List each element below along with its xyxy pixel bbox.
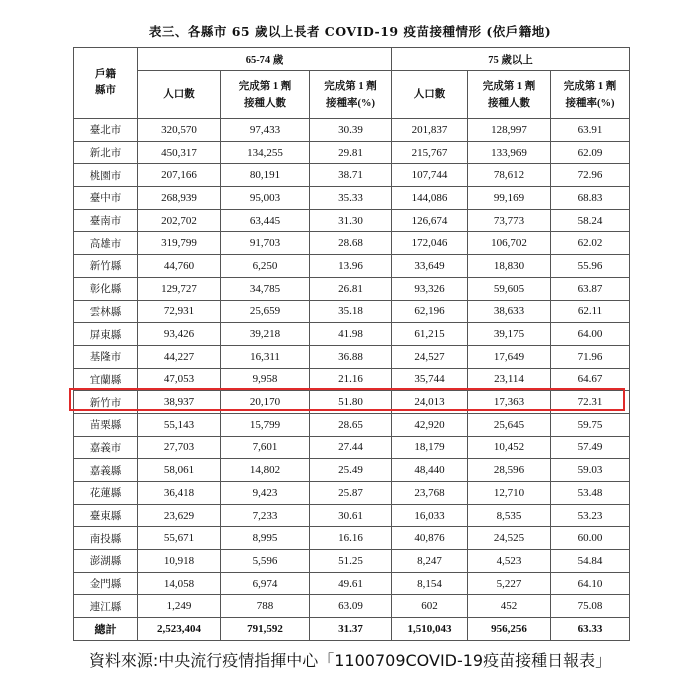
total-label: 總計 [74,618,138,641]
first-dose-count-75-plus-cell: 128,997 [468,119,551,142]
population-65-74-cell: 93,426 [138,323,221,346]
first-dose-rate-65-74-cell: 36.88 [310,345,392,368]
first-dose-count-65-74-cell: 7,233 [221,504,310,527]
population-65-74-cell: 55,671 [138,527,221,550]
county-cell: 彰化縣 [74,277,138,300]
first-dose-rate-65-74-cell: 25.49 [310,459,392,482]
population-65-74-cell: 450,317 [138,141,221,164]
first-dose-rate-75-plus-cell: 63.91 [551,119,630,142]
county-cell: 臺東縣 [74,504,138,527]
first-dose-rate-75-plus-cell: 55.96 [551,255,630,278]
county-cell: 花蓮縣 [74,482,138,505]
population-header: 人口數 [138,71,221,119]
population-75-plus-cell: 35,744 [392,368,468,391]
population-65-74-cell: 129,727 [138,277,221,300]
first-dose-rate-75-plus-cell: 64.00 [551,323,630,346]
population-65-74-cell: 319,799 [138,232,221,255]
population-65-74-cell: 38,937 [138,391,221,414]
first-dose-rate-65-74-cell: 28.68 [310,232,392,255]
first-dose-count-65-74-cell: 6,974 [221,572,310,595]
first-dose-rate-65-74-cell: 35.33 [310,187,392,210]
population-75-plus-cell: 24,527 [392,345,468,368]
first-dose-count-75-plus-cell: 38,633 [468,300,551,323]
table-row [74,209,630,232]
first-dose-rate-65-74-cell: 30.61 [310,504,392,527]
county-cell: 雲林縣 [74,300,138,323]
first-dose-rate-65-74-cell: 28.65 [310,413,392,436]
county-cell: 嘉義市 [74,436,138,459]
first-dose-count-65-74-cell: 34,785 [221,277,310,300]
first-dose-count-75-plus-cell: 59,605 [468,277,551,300]
first-dose-count-75-plus-cell: 12,710 [468,482,551,505]
county-cell: 屏東縣 [74,323,138,346]
first-dose-rate-65-74-cell: 51.25 [310,550,392,573]
first-dose-count-65-74-cell: 15,799 [221,413,310,436]
first-dose-count-65-74-cell: 134,255 [221,141,310,164]
population-75-plus-cell: 42,920 [392,413,468,436]
first-dose-rate-65-74-cell: 29.81 [310,141,392,164]
first-dose-count-65-74-cell: 97,433 [221,119,310,142]
population-75-plus-cell: 61,215 [392,323,468,346]
first-dose-count-75-plus-cell: 39,175 [468,323,551,346]
first-dose-count-65-74-cell: 6,250 [221,255,310,278]
first-dose-count-75-plus-cell: 28,596 [468,459,551,482]
population-65-74-cell: 44,760 [138,255,221,278]
county-header [74,48,138,119]
population-65-74-cell: 44,227 [138,345,221,368]
table-row [74,277,630,300]
county-cell: 新竹縣 [74,255,138,278]
table-row [74,141,630,164]
first-dose-count-65-74-cell: 788 [221,595,310,618]
first-dose-rate-75-plus-cell: 57.49 [551,436,630,459]
total-first-dose-rate-65-74-cell: 31.37 [310,618,392,641]
table-row [74,413,630,436]
first-dose-count-65-74-cell: 95,003 [221,187,310,210]
first-dose-count-65-74-cell: 14,802 [221,459,310,482]
first-dose-count-65-74-cell: 80,191 [221,164,310,187]
total-row [74,618,630,641]
first-dose-count-75-plus-cell: 133,969 [468,141,551,164]
county-cell: 苗栗縣 [74,413,138,436]
population-75-plus-cell: 8,247 [392,550,468,573]
table-row [74,482,630,505]
first-dose-count-75-plus-cell: 25,645 [468,413,551,436]
first-dose-rate-75-plus-cell: 75.08 [551,595,630,618]
table-title: 表三、各縣市 65 歲以上長者 COVID-19 疫苗接種情形 (依戶籍地) [148,24,552,39]
population-75-plus-cell: 16,033 [392,504,468,527]
county-header-label: 戶籍 縣市 [95,69,116,96]
first-dose-count-75-plus-cell: 17,649 [468,345,551,368]
first-dose-rate-75-plus-cell: 53.23 [551,504,630,527]
first-dose-rate-75-plus-cell: 63.87 [551,277,630,300]
county-cell: 澎湖縣 [74,550,138,573]
age-group-75-plus-header: 75 歲以上 [392,48,630,71]
first-dose-rate-75-plus-cell: 54.84 [551,550,630,573]
table-row [74,595,630,618]
first-dose-rate-75-plus-cell: 72.31 [551,391,630,414]
population-65-74-cell: 10,918 [138,550,221,573]
first-dose-count-65-74-cell: 63,445 [221,209,310,232]
population-75-plus-cell: 62,196 [392,300,468,323]
table-row [74,164,630,187]
first-dose-rate-75-plus-cell: 72.96 [551,164,630,187]
table-row [74,459,630,482]
population-75-plus-cell: 201,837 [392,119,468,142]
first-dose-rate-75-plus-cell: 58.24 [551,209,630,232]
table-row [74,436,630,459]
first-dose-rate-65-74-cell: 35.18 [310,300,392,323]
first-dose-rate-75-plus-cell: 59.03 [551,459,630,482]
county-cell: 新北市 [74,141,138,164]
first-dose-rate-75-plus-cell: 71.96 [551,345,630,368]
population-75-plus-cell: 8,154 [392,572,468,595]
population-65-74-cell: 268,939 [138,187,221,210]
county-cell: 臺北市 [74,119,138,142]
table-row [74,345,630,368]
first-dose-rate-65-74-cell: 16.16 [310,527,392,550]
first-dose-count-75-plus-cell: 5,227 [468,572,551,595]
population-75-plus-cell: 107,744 [392,164,468,187]
first-dose-count-65-74-cell: 39,218 [221,323,310,346]
first-dose-count-75-plus-cell: 106,702 [468,232,551,255]
population-65-74-cell: 207,166 [138,164,221,187]
first-dose-rate-75-plus-cell: 64.67 [551,368,630,391]
first-dose-count-75-plus-cell: 18,830 [468,255,551,278]
population-65-74-cell: 14,058 [138,572,221,595]
source-note: 資料來源:中央流行疫情指揮中心「1100709COVID-19疫苗接種日報表」 [88,651,612,670]
first-dose-rate-75-plus-cell: 68.83 [551,187,630,210]
first-dose-rate-75-plus-cell: 64.10 [551,572,630,595]
first-dose-count-65-74-cell: 9,958 [221,368,310,391]
first-dose-rate-header: 完成第 1 劑 接種率(%) [551,71,630,119]
population-65-74-cell: 23,629 [138,504,221,527]
population-75-plus-cell: 33,649 [392,255,468,278]
population-75-plus-cell: 172,046 [392,232,468,255]
county-cell: 基隆市 [74,345,138,368]
population-75-plus-cell: 215,767 [392,141,468,164]
table-row [74,391,630,414]
first-dose-count-75-plus-cell: 99,169 [468,187,551,210]
table-row [74,527,630,550]
first-dose-count-75-plus-cell: 78,612 [468,164,551,187]
first-dose-rate-65-74-cell: 21.16 [310,368,392,391]
population-65-74-cell: 55,143 [138,413,221,436]
first-dose-count-75-plus-cell: 73,773 [468,209,551,232]
population-75-plus-cell: 144,086 [392,187,468,210]
population-75-plus-cell: 126,674 [392,209,468,232]
first-dose-rate-65-74-cell: 13.96 [310,255,392,278]
county-cell: 宜蘭縣 [74,368,138,391]
table-row [74,187,630,210]
population-65-74-cell: 27,703 [138,436,221,459]
first-dose-rate-65-74-cell: 51.80 [310,391,392,414]
first-dose-rate-65-74-cell: 31.30 [310,209,392,232]
first-dose-rate-65-74-cell: 25.87 [310,482,392,505]
table-row [74,119,630,142]
first-dose-rate-75-plus-cell: 59.75 [551,413,630,436]
county-cell: 高雄市 [74,232,138,255]
population-75-plus-cell: 40,876 [392,527,468,550]
first-dose-count-65-74-cell: 25,659 [221,300,310,323]
first-dose-rate-65-74-cell: 38.71 [310,164,392,187]
population-75-plus-cell: 23,768 [392,482,468,505]
first-dose-rate-75-plus-cell: 62.02 [551,232,630,255]
first-dose-rate-65-74-cell: 63.09 [310,595,392,618]
county-cell: 嘉義縣 [74,459,138,482]
table-body [74,119,630,641]
population-65-74-cell: 47,053 [138,368,221,391]
vaccination-table [73,47,630,641]
county-cell: 新竹市 [74,391,138,414]
county-cell: 桃園市 [74,164,138,187]
first-dose-count-75-plus-cell: 23,114 [468,368,551,391]
table-row [74,504,630,527]
population-65-74-cell: 202,702 [138,209,221,232]
first-dose-count-75-plus-cell: 24,525 [468,527,551,550]
table-row [74,572,630,595]
table-row [74,255,630,278]
first-dose-rate-75-plus-cell: 62.09 [551,141,630,164]
county-cell: 臺中市 [74,187,138,210]
table-row [74,300,630,323]
first-dose-count-header: 完成第 1 劑 接種人數 [221,71,310,119]
county-cell: 金門縣 [74,572,138,595]
population-75-plus-cell: 48,440 [392,459,468,482]
total-first-dose-rate-75-plus-cell: 63.33 [551,618,630,641]
first-dose-count-65-74-cell: 16,311 [221,345,310,368]
population-header: 人口數 [392,71,468,119]
table-row [74,232,630,255]
table-row [74,323,630,346]
first-dose-rate-75-plus-cell: 62.11 [551,300,630,323]
county-cell: 臺南市 [74,209,138,232]
first-dose-count-75-plus-cell: 17,363 [468,391,551,414]
population-65-74-cell: 36,418 [138,482,221,505]
population-75-plus-cell: 93,326 [392,277,468,300]
table-row [74,368,630,391]
first-dose-count-75-plus-cell: 4,523 [468,550,551,573]
total-population-75-plus-cell: 1,510,043 [392,618,468,641]
first-dose-count-65-74-cell: 9,423 [221,482,310,505]
first-dose-count-65-74-cell: 91,703 [221,232,310,255]
table-row [74,550,630,573]
first-dose-rate-65-74-cell: 41.98 [310,323,392,346]
first-dose-count-header: 完成第 1 劑 接種人數 [468,71,551,119]
age-group-65-74-header: 65-74 歲 [138,48,392,71]
total-first-dose-count-75-plus-cell: 956,256 [468,618,551,641]
population-65-74-cell: 1,249 [138,595,221,618]
first-dose-count-65-74-cell: 20,170 [221,391,310,414]
first-dose-count-65-74-cell: 8,995 [221,527,310,550]
first-dose-count-65-74-cell: 5,596 [221,550,310,573]
first-dose-count-75-plus-cell: 10,452 [468,436,551,459]
first-dose-rate-65-74-cell: 26.81 [310,277,392,300]
population-75-plus-cell: 24,013 [392,391,468,414]
first-dose-count-75-plus-cell: 452 [468,595,551,618]
population-65-74-cell: 320,570 [138,119,221,142]
first-dose-rate-75-plus-cell: 60.00 [551,527,630,550]
population-65-74-cell: 72,931 [138,300,221,323]
total-first-dose-count-65-74-cell: 791,592 [221,618,310,641]
first-dose-rate-65-74-cell: 30.39 [310,119,392,142]
population-75-plus-cell: 18,179 [392,436,468,459]
population-65-74-cell: 58,061 [138,459,221,482]
first-dose-rate-header: 完成第 1 劑 接種率(%) [310,71,392,119]
population-75-plus-cell: 602 [392,595,468,618]
first-dose-count-75-plus-cell: 8,535 [468,504,551,527]
first-dose-count-65-74-cell: 7,601 [221,436,310,459]
first-dose-rate-65-74-cell: 27.44 [310,436,392,459]
first-dose-rate-75-plus-cell: 53.48 [551,482,630,505]
county-cell: 連江縣 [74,595,138,618]
county-cell: 南投縣 [74,527,138,550]
first-dose-rate-65-74-cell: 49.61 [310,572,392,595]
total-population-65-74-cell: 2,523,404 [138,618,221,641]
